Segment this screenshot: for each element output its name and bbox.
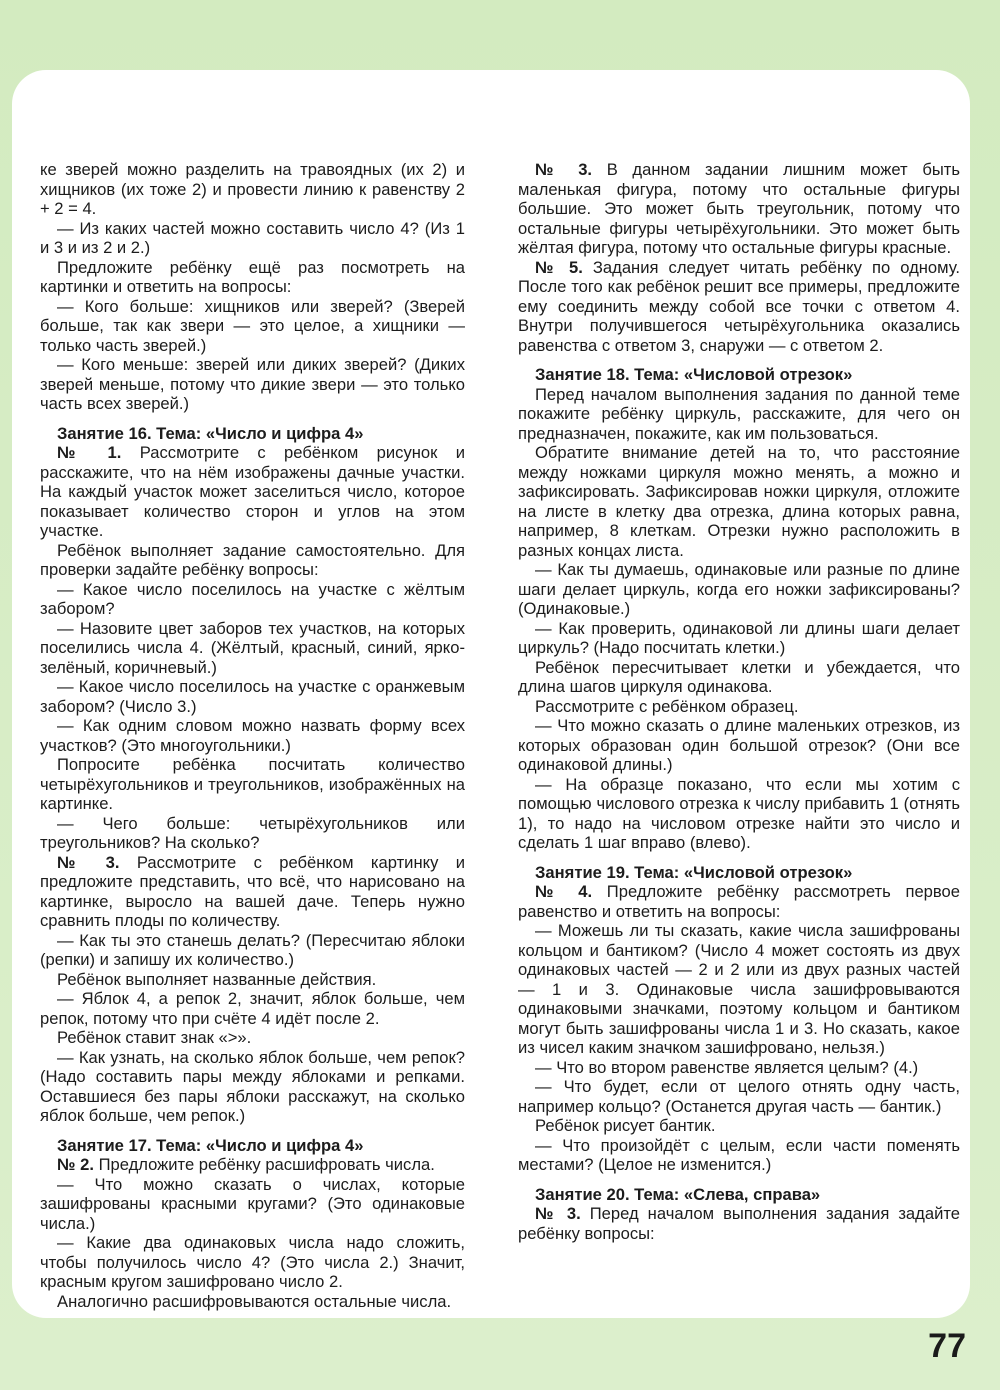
left-column <box>40 160 465 1311</box>
paragraph: — Можешь ли ты сказать, какие числа зашифрованы кольцом и бантиком? (Число 4 может состоять из двух одинаковых частей — 2 и 2 или из двух разных частей — 1 и 3. Одинаковые числа зашифровываются одинаковыми значками, поэтому кольцом и бантиком могут быть зашифрованы числа 1 и 3. Но сказать, какое из чисел каким значком зашифровано, нельзя.) <box>518 921 960 1057</box>
paragraph: Рассмотрите с ребёнком образец. <box>535 696 799 716</box>
paragraph: Ребёнок выполняет названные действия. <box>57 969 377 989</box>
paragraph: Ребёнок ставит знак «>». <box>57 1028 252 1047</box>
paragraph: Ребёнок выполняет задание самостоятельно. Для проверки задайте ребёнку вопросы: <box>40 540 465 579</box>
paragraph: Ребёнок пересчитывает клетки и убеждается, что длина шагов циркуля одинакова. <box>518 657 960 696</box>
task-text: Предложите ребёнку расшифровать числа. <box>93 1155 435 1174</box>
paragraph: — Что можно сказать о длине маленьких отрезков, из которых образован один большой отрезок? (Они все одинаковой длины.) <box>518 716 960 774</box>
task-paragraph <box>518 882 960 921</box>
task-text: Предложите ребёнку рассмотреть первое равенство и ответить на вопросы: <box>518 882 960 921</box>
task-number: № 5. <box>535 257 583 277</box>
paragraph: — Кого больше: хищников или зверей? (Зверей больше, так как звери — это целое, а хищники — только часть зверей.) <box>40 296 465 355</box>
paragraph: — Яблок 4, а репок 2, значит, яблок больше, чем репок, потому что при счёте 4 идёт после 2. <box>40 989 465 1028</box>
task-paragraph <box>518 258 960 356</box>
lesson-heading: Занятие 16. Тема: «Число и цифра 4» <box>57 423 364 443</box>
paragraph: — Что можно сказать о числах, которые зашифрованы красными кругами? (Это одинаковые числа.) <box>40 1174 465 1233</box>
paragraph: — Что будет, если от целого отнять одну часть, например кольцо? (Останется другая часть — бантик.) <box>518 1077 960 1116</box>
paragraph: Ребёнок рисует бантик. <box>535 1116 716 1135</box>
paragraph: — Кого меньше: зверей или диких зверей? (Диких зверей меньше, потому что дикие звери — это только часть всех зверей.) <box>40 355 465 413</box>
paragraph: — Чего больше: четырёхугольников или треугольников? На сколько? <box>40 813 465 852</box>
task-text: Рассмотрите с ребёнком рисунок и расскажите, что на нём изображены дачные участки. На каждый участок может заселиться число, которое показывает количество сторон и углов на этом участке. <box>40 443 465 540</box>
paragraph: Аналогично расшифровываются остальные числа. <box>57 1291 452 1311</box>
task-number: № 1. <box>57 443 122 462</box>
paragraph: — Какие два одинаковых числа надо сложить, чтобы получилось число 4? (Это числа 2.) Значит, красным кругом зашифровано число 2. <box>40 1233 465 1291</box>
lesson-heading: Занятие 19. Тема: «Числовой отрезок» <box>535 862 853 882</box>
task-number: № 3. <box>57 852 120 872</box>
task-paragraph <box>40 443 465 541</box>
lesson-heading: Занятие 20. Тема: «Слева, справа» <box>535 1184 821 1204</box>
paragraph: — Как ты это станешь делать? (Пересчитаю яблоки (репки) и запишу их количество.) <box>40 930 465 969</box>
paragraph: — Как ты думаешь, одинаковые или разные по длине шаги делает циркуль, когда его ножки зафиксированы? (Одинаковые.) <box>518 560 960 618</box>
paragraph: Предложите ребёнку ещё раз посмотреть на картинки и ответить на вопросы: <box>40 257 465 296</box>
paragraph: — Как узнать, на сколько яблок больше, чем репок? (Надо составить пары между яблоками и репками. Оставшиеся без пары яблоки расскажут, на сколько яблок больше, чем репок.) <box>40 1047 465 1125</box>
task-paragraph <box>40 853 465 931</box>
paragraph: — Из каких частей можно составить число 4? (Из 1 и 3 и из 2 и 2.) <box>40 218 465 257</box>
task-text: Задания следует читать ребёнку по одному. После того как ребёнок решит все примеры, предложите ему соединить между собой все точки с ответом 4. Внутри получившегося четырёхугольника оказались равенства с ответом 3, снаружи — с ответом 2. <box>518 257 961 355</box>
task-paragraph <box>40 1155 465 1175</box>
lesson-heading: Занятие 18. Тема: «Числовой отрезок» <box>535 365 853 384</box>
task-text: Перед началом выполнения задания задайте ребёнку вопросы: <box>518 1204 960 1243</box>
page-number: 77 <box>928 1327 966 1365</box>
task-number: № 3. <box>535 1204 581 1223</box>
paragraph: — Какое число поселилось на участке с оранжевым забором? (Число 3.) <box>40 677 465 716</box>
task-text: В данном задании лишним может быть маленькая фигура, потому что остальные фигуры большие. Это может быть треугольник, потому что остальные фигуры четырёхугольники. Это может быть жёлтая фигура, потому что остальные фигуры красные. <box>518 160 960 257</box>
paragraph: — На образце показано, что если мы хотим с помощью числового отрезка к числу прибавить 1 (отнять 1), то надо на числовом отрезке найти это число и сделать 1 шаг вправо (влево). <box>518 774 960 852</box>
right-column <box>518 160 960 1243</box>
paragraph: Обратите внимание детей на то, что расстояние между ножками циркуля можно менять, а можно и зафиксировать. Зафиксировав ножки циркуля, отложите на листе в клетку два отрезка, длина которых равна, например, 8 клеткам. Отрезки нужно расположить в разных концах листа. <box>518 443 960 560</box>
paragraph: ке зверей можно разделить на травоядных (их 2) и хищников (их тоже 2) и провести линию к равенству 2 + 2 = 4. <box>40 160 465 218</box>
paragraph: — Назовите цвет заборов тех участков, на которых поселились числа 4. (Жёлтый, красный, синий, ярко-зелёный, коричневый.) <box>40 618 465 677</box>
task-paragraph <box>518 1204 960 1243</box>
paragraph: — Что произойдёт с целым, если части поменять местами? (Целое не изменится.) <box>518 1135 960 1174</box>
lesson-heading: Занятие 17. Тема: «Число и цифра 4» <box>57 1135 364 1155</box>
paragraph: Попросите ребёнка посчитать количество четырёхугольников и треугольников, изображённых на картинке. <box>40 755 465 813</box>
paragraph: Перед началом выполнения задания по данной теме покажите ребёнку циркуль, расскажите, для чего он предназначен, покажите, как им пользоваться. <box>518 384 960 443</box>
paragraph: — Какое число поселилось на участке с жёлтым забором? <box>40 579 465 618</box>
paragraph: — Как одним словом можно назвать форму всех участков? (Это многоугольники.) <box>40 716 465 755</box>
task-text: Рассмотрите с ребёнком картинку и предложите представить, что всё, что нарисовано на картинке, выросло на вашей даче. Теперь нужно сравнить плоды по количеству. <box>40 852 466 930</box>
task-number: № 2. <box>57 1155 94 1174</box>
task-number: № 3. <box>535 160 593 179</box>
paragraph: — Что во втором равенстве является целым? (4.) <box>535 1057 919 1077</box>
task-paragraph <box>518 160 960 258</box>
task-number: № 4. <box>535 882 593 901</box>
text-sheet <box>12 70 970 1318</box>
paragraph: — Как проверить, одинаковой ли длины шаги делает циркуль? (Надо посчитать клетки.) <box>518 618 960 657</box>
